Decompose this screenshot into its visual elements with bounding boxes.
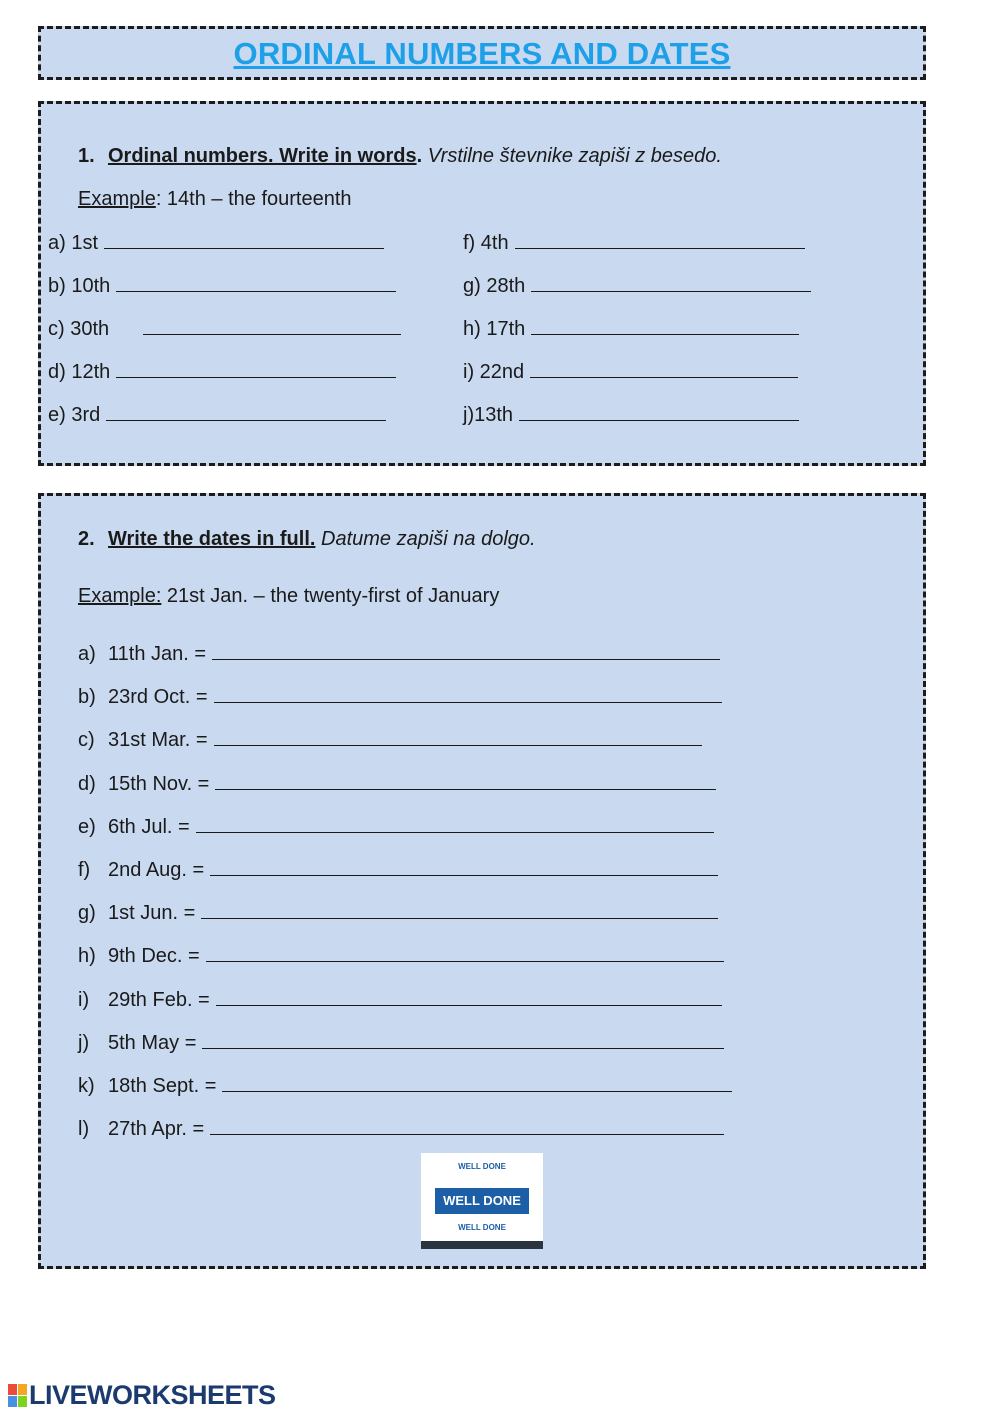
answer-blank[interactable] — [210, 857, 718, 876]
answer-blank[interactable] — [143, 316, 401, 335]
ordinal-item — [48, 273, 396, 298]
ordinal-item — [48, 359, 396, 384]
date-item-text: 9th Dec. = — [108, 945, 200, 967]
date-item-text: 2nd Aug. = — [108, 859, 205, 881]
date-item-letter: l) — [78, 1118, 90, 1140]
date-item — [78, 900, 718, 925]
answer-blank[interactable] — [210, 1116, 724, 1135]
date-item-letter: a) — [78, 643, 96, 665]
section1-example — [78, 187, 352, 211]
date-item-letter: f) — [78, 859, 91, 881]
date-item — [78, 814, 714, 839]
badge-bottom-text: WELL DONE — [458, 1223, 506, 1232]
date-item-letter: k) — [78, 1075, 95, 1097]
date-item-letter: h) — [78, 945, 96, 967]
answer-blank[interactable] — [116, 273, 396, 292]
date-item — [78, 771, 716, 796]
ordinal-label: g) 28th — [463, 275, 526, 297]
answer-blank[interactable] — [531, 316, 799, 335]
page-title: ORDINAL NUMBERS AND DATES — [233, 36, 731, 71]
answer-blank[interactable] — [106, 402, 386, 421]
ordinal-item — [48, 402, 386, 427]
ordinal-label: e) 3rd — [48, 404, 101, 426]
date-item-letter: c) — [78, 729, 95, 751]
section2-number: 2. — [78, 528, 95, 550]
badge-main-text: WELL DONE — [435, 1188, 529, 1214]
date-item — [78, 1030, 724, 1055]
ordinal-item — [48, 230, 384, 255]
answer-blank[interactable] — [215, 771, 716, 790]
answer-blank[interactable] — [515, 230, 805, 249]
example-label: Example: — [78, 585, 162, 607]
section1-number: 1. — [78, 145, 95, 167]
example-text: 21st Jan. – the twenty-first of January — [161, 585, 500, 607]
ordinal-item — [463, 359, 798, 384]
section2-heading-text: Write the dates in full. — [108, 528, 316, 550]
date-item-letter: i) — [78, 989, 90, 1011]
date-item-text: 5th May = — [108, 1032, 197, 1054]
answer-blank[interactable] — [104, 230, 384, 249]
liveworksheets-brand: LIVEWORKSHEETS — [29, 1379, 276, 1410]
title-box — [38, 26, 926, 80]
date-item-text: 29th Feb. = — [108, 989, 210, 1011]
answer-blank[interactable] — [530, 359, 798, 378]
answer-blank[interactable] — [116, 359, 396, 378]
date-item-text: 11th Jan. = — [108, 643, 207, 665]
ordinal-label: d) 12th — [48, 361, 111, 383]
ordinal-label: j)13th — [463, 404, 514, 426]
date-item-letter: b) — [78, 686, 96, 708]
ordinal-label: c) 30th — [48, 318, 110, 340]
answer-blank[interactable] — [214, 727, 703, 746]
answer-blank[interactable] — [214, 684, 723, 703]
date-item — [78, 1073, 732, 1098]
date-item — [78, 641, 720, 666]
well-done-badge-image — [421, 1153, 543, 1249]
section2-heading — [78, 527, 536, 551]
ordinal-item — [48, 316, 401, 341]
date-item — [78, 943, 724, 968]
answer-blank[interactable] — [519, 402, 799, 421]
ordinal-item — [463, 316, 799, 341]
answer-blank[interactable] — [196, 814, 714, 833]
example-text: : 14th – the fourteenth — [155, 188, 352, 210]
section2-example — [78, 584, 499, 608]
date-item — [78, 857, 718, 882]
ordinal-label: f) 4th — [463, 232, 509, 254]
answer-blank[interactable] — [201, 900, 718, 919]
ordinal-label: h) 17th — [463, 318, 526, 340]
date-item-letter: e) — [78, 816, 96, 838]
ordinal-label: i) 22nd — [463, 361, 525, 383]
badge-top-text: WELL DONE — [458, 1162, 506, 1171]
liveworksheets-logo — [8, 1380, 276, 1410]
date-item-letter: j) — [78, 1032, 90, 1054]
date-item — [78, 684, 722, 709]
liveworksheets-icon — [8, 1384, 27, 1407]
section1-subtitle: Vrstilne števnike zapiši z besedo. — [427, 145, 722, 167]
answer-blank[interactable] — [206, 943, 724, 962]
ordinal-item — [463, 273, 811, 298]
ordinal-item — [463, 402, 799, 427]
date-item-letter: d) — [78, 773, 96, 795]
date-item-text: 15th Nov. = — [108, 773, 210, 795]
date-item-text: 1st Jun. = — [108, 902, 196, 924]
answer-blank[interactable] — [216, 987, 722, 1006]
ordinal-label: b) 10th — [48, 275, 111, 297]
ordinal-item — [463, 230, 805, 255]
date-item-text: 6th Jul. = — [108, 816, 190, 838]
badge-footer-bar — [421, 1241, 543, 1249]
date-item-letter: g) — [78, 902, 96, 924]
date-item — [78, 1116, 724, 1141]
date-item-text: 27th Apr. = — [108, 1118, 205, 1140]
date-item — [78, 727, 702, 752]
example-label: Example — [78, 188, 156, 210]
date-item — [78, 987, 722, 1012]
answer-blank[interactable] — [531, 273, 811, 292]
date-item-text: 31st Mar. = — [108, 729, 208, 751]
date-item-text: 23rd Oct. = — [108, 686, 208, 708]
answer-blank[interactable] — [222, 1073, 732, 1092]
ordinal-label: a) 1st — [48, 232, 99, 254]
date-item-text: 18th Sept. = — [108, 1075, 217, 1097]
section1-heading-dot: . — [416, 145, 423, 167]
section1-heading-text: Ordinal numbers. Write in words — [108, 145, 417, 167]
section2-subtitle: Datume zapiši na dolgo. — [321, 528, 536, 550]
section1-heading — [78, 144, 722, 168]
answer-blank[interactable] — [202, 1030, 724, 1049]
answer-blank[interactable] — [212, 641, 720, 660]
